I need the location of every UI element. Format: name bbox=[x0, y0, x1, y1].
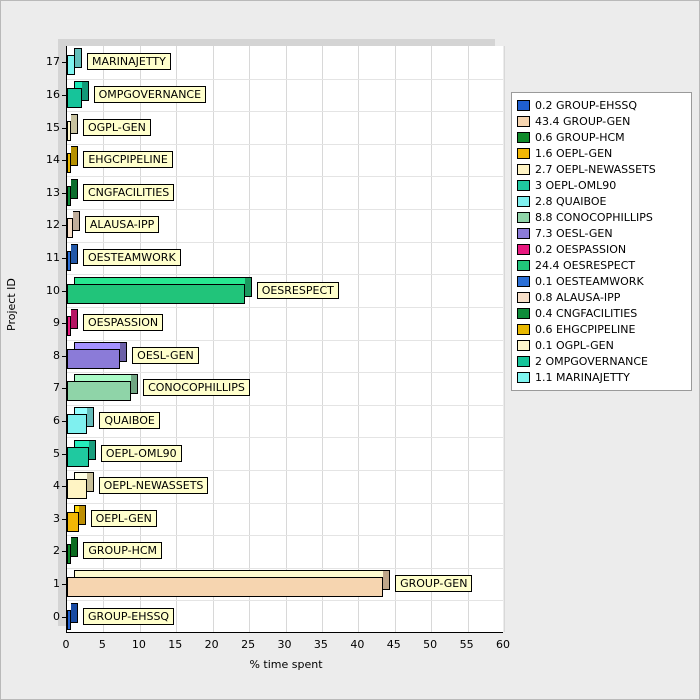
y-axis-tick-mark bbox=[62, 584, 66, 585]
bar-label: OEPL-OML90 bbox=[101, 445, 182, 462]
gridline-horizontal bbox=[67, 437, 503, 438]
bar[interactable] bbox=[67, 186, 71, 206]
y-axis-tick-mark bbox=[62, 519, 66, 520]
bar-side-face bbox=[75, 48, 82, 68]
legend-item[interactable] bbox=[517, 129, 686, 145]
legend-swatch bbox=[517, 372, 530, 383]
y-axis-tick-mark bbox=[62, 617, 66, 618]
bar-side-face bbox=[87, 472, 94, 492]
legend-label: 0.8 ALAUSA-IPP bbox=[535, 290, 621, 304]
x-axis-tick: 55 bbox=[459, 638, 474, 651]
bar[interactable] bbox=[67, 153, 71, 173]
bar[interactable] bbox=[67, 610, 71, 630]
legend-swatch bbox=[517, 132, 530, 143]
y-axis-tick: 5 bbox=[53, 446, 60, 460]
legend-label: 24.4 OESRESPECT bbox=[535, 258, 636, 272]
bar-side-face bbox=[71, 146, 78, 166]
y-axis-tick-mark bbox=[62, 291, 66, 292]
bar-label: GROUP-EHSSQ bbox=[83, 608, 174, 625]
bar-side-face bbox=[71, 179, 78, 199]
bar-side-face bbox=[71, 309, 78, 329]
legend-label: 0.2 OESPASSION bbox=[535, 242, 627, 256]
y-axis-tick-mark bbox=[62, 128, 66, 129]
legend-item[interactable] bbox=[517, 113, 686, 129]
x-axis-tick: 50 bbox=[423, 638, 438, 651]
y-axis-tick-mark bbox=[62, 551, 66, 552]
legend-label: 0.2 GROUP-EHSSQ bbox=[535, 98, 638, 112]
legend-item[interactable] bbox=[517, 353, 686, 369]
bar-label: MARINAJETTY bbox=[87, 53, 171, 70]
gridline-horizontal bbox=[67, 274, 503, 275]
bar-label: EHGCPIPELINE bbox=[83, 151, 172, 168]
legend bbox=[511, 92, 692, 391]
bar[interactable] bbox=[67, 479, 87, 499]
y-axis-tick: 3 bbox=[53, 511, 60, 525]
bar-side-face bbox=[71, 114, 78, 134]
x-axis-tick: 45 bbox=[386, 638, 401, 651]
legend-item[interactable] bbox=[517, 305, 686, 321]
gridline-horizontal bbox=[67, 470, 503, 471]
y-axis-tick-mark bbox=[62, 258, 66, 259]
legend-swatch bbox=[517, 308, 530, 319]
y-axis-tick-mark bbox=[62, 160, 66, 161]
gridline-horizontal bbox=[67, 600, 503, 601]
legend-label: 0.4 CNGFACILITIES bbox=[535, 306, 638, 320]
bar-top-face bbox=[74, 570, 390, 577]
bar[interactable] bbox=[67, 544, 71, 564]
y-axis-tick-mark bbox=[62, 193, 66, 194]
y-axis-tick: 15 bbox=[46, 120, 60, 134]
gridline-horizontal bbox=[67, 535, 503, 536]
legend-item[interactable] bbox=[517, 257, 686, 273]
legend-item[interactable] bbox=[517, 161, 686, 177]
bar[interactable] bbox=[67, 316, 71, 336]
legend-item[interactable] bbox=[517, 241, 686, 257]
y-axis-tick: 8 bbox=[53, 348, 60, 362]
y-axis-tick: 16 bbox=[46, 87, 60, 101]
bar-side-face bbox=[79, 505, 86, 525]
legend-label: 1.1 MARINAJETTY bbox=[535, 370, 630, 384]
bar-side-face bbox=[71, 603, 78, 623]
x-axis-tick: 30 bbox=[277, 638, 292, 651]
legend-item[interactable] bbox=[517, 145, 686, 161]
y-axis-tick: 11 bbox=[46, 250, 60, 264]
legend-label: 0.1 OGPL-GEN bbox=[535, 338, 614, 352]
bar-label: OESL-GEN bbox=[132, 347, 199, 364]
y-axis-tick: 2 bbox=[53, 544, 60, 558]
y-axis-tick: 13 bbox=[46, 185, 60, 199]
bar[interactable] bbox=[67, 414, 87, 434]
bar[interactable] bbox=[67, 218, 73, 238]
bar[interactable] bbox=[67, 284, 245, 304]
legend-swatch bbox=[517, 180, 530, 191]
y-axis-tick-mark bbox=[62, 454, 66, 455]
x-axis-tick: 25 bbox=[241, 638, 256, 651]
legend-item[interactable] bbox=[517, 273, 686, 289]
legend-swatch bbox=[517, 356, 530, 367]
gridline-horizontal bbox=[67, 503, 503, 504]
legend-swatch bbox=[517, 148, 530, 159]
bar[interactable] bbox=[67, 512, 79, 532]
bar-label: OEPL-NEWASSETS bbox=[99, 477, 209, 494]
legend-label: 0.6 GROUP-HCM bbox=[535, 130, 625, 144]
bar-side-face bbox=[71, 537, 78, 557]
y-axis-tick-mark bbox=[62, 62, 66, 63]
legend-swatch bbox=[517, 324, 530, 335]
bar-side-face bbox=[82, 81, 89, 101]
bar-top-face bbox=[74, 374, 138, 381]
legend-label: 7.3 OESL-GEN bbox=[535, 226, 613, 240]
bar-label: OEPL-GEN bbox=[91, 510, 157, 527]
x-axis-label: % time spent bbox=[249, 658, 323, 671]
legend-label: 2.8 QUAIBOE bbox=[535, 194, 607, 208]
legend-item[interactable] bbox=[517, 225, 686, 241]
bar-side-face bbox=[89, 440, 96, 460]
gridline-horizontal bbox=[67, 111, 503, 112]
legend-item[interactable] bbox=[517, 209, 686, 225]
x-axis-tick: 35 bbox=[313, 638, 328, 651]
legend-label: 43.4 GROUP-GEN bbox=[535, 114, 631, 128]
y-axis-tick: 4 bbox=[53, 479, 60, 493]
y-axis-tick: 0 bbox=[53, 609, 60, 623]
bar-side-face bbox=[245, 277, 252, 297]
y-axis-tick: 1 bbox=[53, 577, 60, 591]
y-axis-tick-mark bbox=[62, 323, 66, 324]
y-axis-tick: 7 bbox=[53, 381, 60, 395]
legend-item[interactable] bbox=[517, 193, 686, 209]
gridline-horizontal bbox=[67, 340, 503, 341]
bar-label: CNGFACILITIES bbox=[83, 184, 174, 201]
bar-side-face bbox=[87, 407, 94, 427]
legend-item[interactable] bbox=[517, 97, 686, 113]
legend-item[interactable] bbox=[517, 369, 686, 385]
y-axis-tick: 14 bbox=[46, 153, 60, 167]
bar-label: GROUP-GEN bbox=[395, 575, 472, 592]
y-axis-tick-mark bbox=[62, 388, 66, 389]
legend-item[interactable] bbox=[517, 289, 686, 305]
bar-label: GROUP-HCM bbox=[83, 542, 162, 559]
gridline-horizontal bbox=[67, 372, 503, 373]
legend-label: 2 OMPGOVERNANCE bbox=[535, 354, 648, 368]
bar-label: OESPASSION bbox=[83, 314, 163, 331]
bar[interactable] bbox=[67, 121, 71, 141]
legend-swatch bbox=[517, 228, 530, 239]
legend-label: 8.8 CONOCOPHILLIPS bbox=[535, 210, 653, 224]
legend-swatch bbox=[517, 100, 530, 111]
x-axis-tick: 10 bbox=[131, 638, 146, 651]
bar-side-face bbox=[71, 244, 78, 264]
y-axis-tick: 17 bbox=[46, 55, 60, 69]
y-axis-tick-mark bbox=[62, 95, 66, 96]
bar[interactable] bbox=[67, 577, 383, 597]
bar-top-face bbox=[74, 277, 252, 284]
x-axis-tick: 15 bbox=[168, 638, 183, 651]
legend-swatch bbox=[517, 340, 530, 351]
x-axis-tick: 20 bbox=[204, 638, 219, 651]
gridline-horizontal bbox=[67, 242, 503, 243]
bar-label: OGPL-GEN bbox=[83, 119, 151, 136]
bar[interactable] bbox=[67, 381, 131, 401]
y-axis-tick: 12 bbox=[46, 218, 60, 232]
bar-label: QUAIBOE bbox=[99, 412, 159, 429]
bar[interactable] bbox=[67, 55, 75, 75]
legend-swatch bbox=[517, 292, 530, 303]
x-axis-tick: 5 bbox=[98, 638, 106, 651]
legend-item[interactable] bbox=[517, 177, 686, 193]
legend-label: 3 OEPL-OML90 bbox=[535, 178, 617, 192]
y-axis-tick: 6 bbox=[53, 414, 60, 428]
y-axis-tick: 9 bbox=[53, 316, 60, 330]
gridline-horizontal bbox=[67, 144, 503, 145]
bar-side-face bbox=[120, 342, 127, 362]
legend-item[interactable] bbox=[517, 337, 686, 353]
gridline-vertical bbox=[504, 46, 505, 632]
bar-label: CONOCOPHILLIPS bbox=[143, 379, 250, 396]
legend-label: 1.6 OEPL-GEN bbox=[535, 146, 613, 160]
y-axis-tick: 10 bbox=[46, 283, 60, 297]
bar-side-face bbox=[73, 211, 80, 231]
gridline-horizontal bbox=[67, 176, 503, 177]
legend-swatch bbox=[517, 244, 530, 255]
legend-item[interactable] bbox=[517, 321, 686, 337]
gridline-horizontal bbox=[67, 405, 503, 406]
gridline-horizontal bbox=[67, 307, 503, 308]
bar[interactable] bbox=[67, 251, 71, 271]
legend-swatch bbox=[517, 116, 530, 127]
legend-label: 2.7 OEPL-NEWASSETS bbox=[535, 162, 656, 176]
bar-label: ALAUSA-IPP bbox=[85, 216, 159, 233]
legend-swatch bbox=[517, 276, 530, 287]
legend-label: 0.1 OESTEAMWORK bbox=[535, 274, 644, 288]
legend-swatch bbox=[517, 212, 530, 223]
bar-side-face bbox=[383, 570, 390, 590]
x-axis-tick: 40 bbox=[350, 638, 365, 651]
gridline-horizontal bbox=[67, 209, 503, 210]
y-axis-label: Project ID bbox=[5, 278, 18, 331]
bar[interactable] bbox=[67, 88, 82, 108]
bar-side-face bbox=[131, 374, 138, 394]
legend-swatch bbox=[517, 164, 530, 175]
y-axis-tick-mark bbox=[62, 486, 66, 487]
legend-swatch bbox=[517, 260, 530, 271]
legend-swatch bbox=[517, 196, 530, 207]
y-axis-tick-mark bbox=[62, 421, 66, 422]
legend-label: 0.6 EHGCPIPELINE bbox=[535, 322, 636, 336]
x-axis-tick: 60 bbox=[496, 638, 510, 651]
bar-label: OESTEAMWORK bbox=[83, 249, 181, 266]
x-axis-tick: 0 bbox=[62, 638, 70, 651]
gridline-horizontal bbox=[67, 568, 503, 569]
bar-label: OMPGOVERNANCE bbox=[94, 86, 207, 103]
gridline-horizontal bbox=[67, 79, 503, 80]
y-axis-tick-mark bbox=[62, 356, 66, 357]
bar-label: OESRESPECT bbox=[257, 282, 339, 299]
y-axis-tick-mark bbox=[62, 225, 66, 226]
bar[interactable] bbox=[67, 447, 89, 467]
bar[interactable] bbox=[67, 349, 120, 369]
